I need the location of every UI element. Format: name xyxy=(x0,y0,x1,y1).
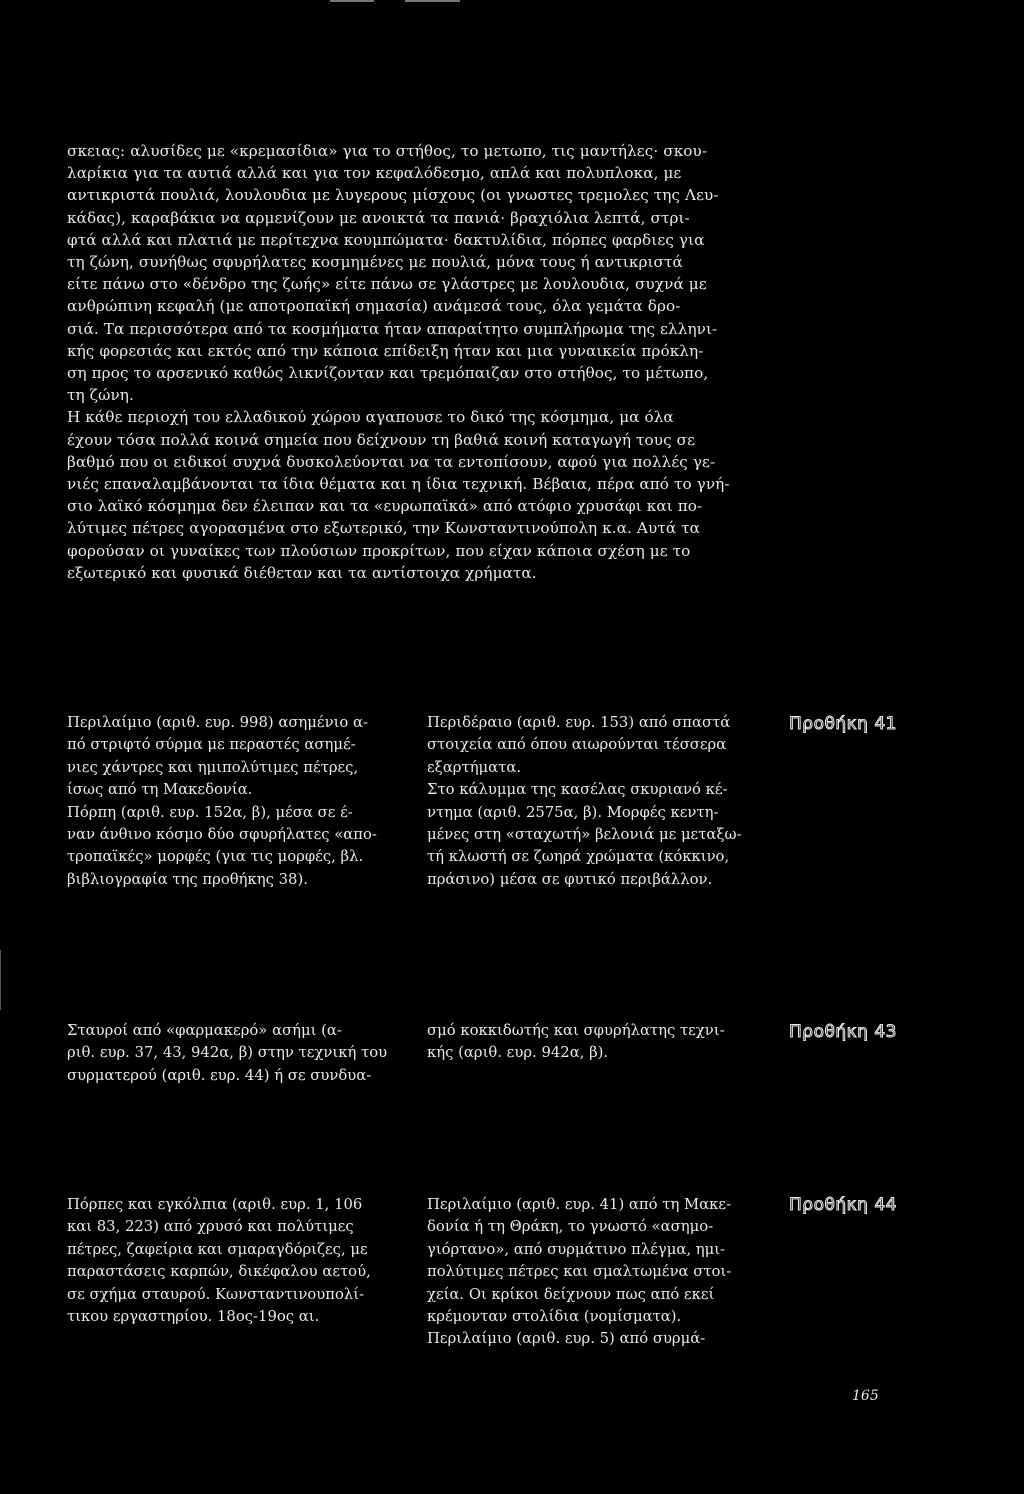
text-line: κάδας), καραβάκια να αρμενίζουν με ανοικτά τα πανιά· βραχιόλια λεπτά, στρι- xyxy=(67,208,690,227)
caption-line: Περιλαίμιο (αριθ. ευρ. 41) από τη Μακε- xyxy=(427,1196,732,1213)
caption-column-right xyxy=(427,712,762,891)
caption-line: Περιλαίμιο (αριθ. ευρ. 5) από συρμά- xyxy=(427,1330,706,1348)
caption-line: πέτρες, ζαφείρια και σμαραγδόριζες, με xyxy=(67,1240,368,1258)
caption-line: σμό κοκκιδωτής και σφυρήλατης τεχνι- xyxy=(427,1022,725,1039)
text-line: έχουν τόσα πολλά κοινά σημεία που δείχνουν τη βαθιά κοινή καταγωγή τους σε xyxy=(67,430,696,449)
text-line: εξωτερικό και φυσικά διέθεταν και τα αντίστοιχα χρήματα. xyxy=(67,563,537,582)
text-line: ανθρώπινη κεφαλή (με αποτροπαϊκή σημασία) ανάμεσά τους, όλα γεμάτα δρο- xyxy=(67,297,681,316)
caption-line: τροπαϊκές» μορφές (για τις μορφές, βλ. xyxy=(67,848,364,866)
caption-line: ίσως από τη Μακεδονία. xyxy=(67,781,253,799)
showcase-label: Προθήκη 43 xyxy=(789,1022,897,1042)
caption-line: πό στριφτό σύρμα με περαστές ασημέ- xyxy=(67,736,356,754)
caption-column-right xyxy=(427,1194,762,1351)
page-number: 165 xyxy=(852,1388,879,1404)
caption-line: πολύτιμες πέτρες και σμαλτωμένα στοι- xyxy=(427,1263,732,1281)
text-line: σιά. Τα περισσότερα από τα κοσμήματα ήταν απαραίτητο συμπλήρωμα της ελληνι- xyxy=(67,319,718,338)
text-line: λαρίκια για τα αυτιά αλλά και για τον κεφαλόδεσμο, απλά και πολυπλοκα, με xyxy=(67,164,682,183)
text-line: αντικριστά πουλιά, λουλουδια με λυγερους μίσχους (οι γνωστες τρεμολες της Λευ- xyxy=(67,186,719,205)
text-line: Η κάθε περιοχή του ελλαδικού χώρου αγαπουσε το δικό της κόσμημα, μα όλα xyxy=(67,408,674,427)
caption-column-left xyxy=(67,712,402,891)
paragraph xyxy=(67,140,757,584)
text-line: λύτιμες πέτρες αγορασμένα στο εξωτερικό, την Κωνσταντινούπολη κ.α. Αυτά τα xyxy=(67,519,700,538)
text-line: βαθμό που οι ειδικοί συχνά δυσκολεύονται να τα εντοπίσουν, αφού για πολλές γε- xyxy=(67,452,716,471)
caption-line: κής (αριθ. ευρ. 942α, β). xyxy=(427,1044,609,1062)
caption-line: παραστάσεις καρπών, δικέφαλου αετού, xyxy=(67,1263,371,1281)
text-line: τη ζώνη, συνήθως σφυρήλατες κοσμημένες με πουλιά, μόνα τους ή αντικριστά xyxy=(67,253,683,272)
text-line: είτε πάνω στο «δένδρο της ζωής» είτε πάνω σε γλάστρες με λουλουδια, συχνά με xyxy=(67,275,707,294)
showcase-label: Προθήκη 41 xyxy=(789,714,897,734)
caption-line: ριθ. ευρ. 37, 43, 942α, β) στην τεχνική του xyxy=(67,1044,388,1062)
caption-line: πράσινο) μέσα σε φυτικό περιβάλλον. xyxy=(427,870,713,888)
top-edge-mark xyxy=(405,0,460,2)
top-edge-mark xyxy=(330,0,374,2)
text-line: τη ζώνη. xyxy=(67,386,134,405)
caption-line: Πόρπη (αριθ. ευρ. 152α, β), μέσα σε έ- xyxy=(67,803,353,821)
caption-line: δονία ή τη Θράκη, το γνωστό «ασημο- xyxy=(427,1218,714,1236)
caption-line: βιβλιογραφία της προθήκης 38). xyxy=(67,870,308,888)
caption-line: σε σχήμα σταυρού. Κωνσταντινουπολί- xyxy=(67,1285,365,1303)
caption-line: τή κλωστή σε ζωηρά χρώματα (κόκκινο, xyxy=(427,848,730,866)
caption-line: Περιδέραιο (αριθ. ευρ. 153) από σπαστά xyxy=(427,714,731,731)
text-line: σκειας: αλυσίδες με «κρεμασίδια» για το στήθος, το μετωπο, τις μαντήλες· σκου- xyxy=(67,142,708,160)
caption-line: τικου εργαστηρίου. 18ος-19ος αι. xyxy=(67,1308,320,1326)
caption-line: στοιχεία από όπου αιωρούνται τέσσερα xyxy=(427,736,727,754)
text-line: φτά αλλά και πλατιά με περίτεχνα κουμπώματα· δακτυλίδια, πόρπες φαρδιες για xyxy=(67,230,705,249)
caption-line: κρέμονταν στολίδια (νομίσματα). xyxy=(427,1308,682,1326)
caption-line: και 83, 223) από χρυσό και πολύτιμες xyxy=(67,1218,354,1236)
text-line: φορούσαν οι γυναίκες των πλούσιων προκρίτων, που είχαν κάποια σχέση με το xyxy=(67,541,691,560)
caption-line: νιες χάντρες και ημιπολύτιμες πέτρες, xyxy=(67,758,359,776)
caption-line: Πόρπες και εγκόλπια (αριθ. ευρ. 1, 106 xyxy=(67,1196,363,1213)
caption-line: χεία. Οι κρίκοι δείχνουν πως από εκεί xyxy=(427,1285,715,1303)
caption-column-left xyxy=(67,1020,402,1087)
caption-line: Περιλαίμιο (αριθ. ευρ. 998) ασημένιο α- xyxy=(67,714,368,731)
main-text xyxy=(67,140,757,584)
caption-line: Σταυροί από «φαρμακερό» ασήμι (α- xyxy=(67,1022,342,1039)
caption-line: Στο κάλυμμα της κασέλας σκυριανό κέ- xyxy=(427,781,728,799)
caption-line: ναν άνθινο κόσμο δύο σφυρήλατες «απο- xyxy=(67,826,377,844)
caption-line: ντημα (αριθ. 2575α, β). Μορφές κεντη- xyxy=(427,803,719,821)
caption-line: μένες στη «σταχωτή» βελονιά με μεταξω- xyxy=(427,826,742,844)
caption-line: εξαρτήματα. xyxy=(427,758,522,776)
caption-column-right xyxy=(427,1020,762,1065)
text-line: νιές επαναλαμβάνονται τα ίδια θέματα και η ίδια τεχνική. Βέβαια, πέρα από το γνή- xyxy=(67,475,730,494)
text-line: σιο λαϊκό κόσμημα δεν έλειπαν και τα «ευρωπαϊκά» από ατόφιο χρυσάφι και πο- xyxy=(67,497,703,516)
text-line: κής φορεσιάς και εκτός από την κάποια επίδειξη ήταν και μια γυναικεία πρόκλη- xyxy=(67,341,704,360)
text-line: ση προς το αρσενικό καθώς λικνίζονταν και τρεμόπαιζαν στο στήθος, το μέτωπο, xyxy=(67,364,709,383)
caption-column-left xyxy=(67,1194,402,1328)
showcase-label: Προθήκη 44 xyxy=(789,1195,897,1215)
margin-rule xyxy=(0,950,1,1010)
caption-line: συρματερού (αριθ. ευρ. 44) ή σε συνδυα- xyxy=(67,1066,372,1084)
caption-line: γιόρτανο», από συρμάτινο πλέγμα, ημι- xyxy=(427,1240,726,1258)
